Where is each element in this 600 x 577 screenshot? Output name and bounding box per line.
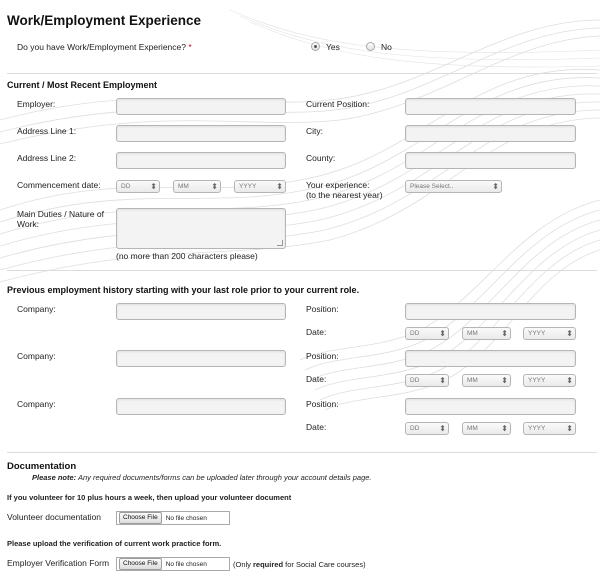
position-1-input[interactable] — [405, 303, 576, 320]
date-2-year-select[interactable]: YYYY ⬍ — [523, 374, 576, 387]
address-line-1-label: Address Line 1: — [17, 126, 77, 136]
commencement-month-select[interactable]: MM ⬍ — [173, 180, 221, 193]
commencement-date-label: Commencement date: — [17, 180, 101, 190]
main-duties-textarea[interactable] — [116, 208, 286, 249]
address-line-2-input[interactable] — [116, 152, 286, 169]
documentation-note: Please note: Any required documents/forms can be uploaded later through your account details page. — [32, 473, 372, 482]
verification-file-status: No file chosen — [165, 560, 207, 568]
company-2-input[interactable] — [116, 350, 286, 367]
current-employment-heading: Current / Most Recent Employment — [7, 80, 158, 90]
city-input[interactable] — [405, 125, 576, 142]
experience-years-select[interactable]: Please Select.. ⬍ — [405, 180, 502, 193]
date-3-day-select[interactable]: DD ⬍ — [405, 422, 449, 435]
county-label: County: — [306, 153, 336, 163]
county-input[interactable] — [405, 152, 576, 169]
employer-input[interactable] — [116, 98, 286, 115]
date-1-label: Date: — [306, 327, 327, 337]
previous-employment-heading: Previous employment history starting with your last role prior to your current role. — [7, 285, 360, 295]
required-mark: * — [188, 42, 192, 52]
commencement-year-select[interactable]: YYYY ⬍ — [234, 180, 286, 193]
duties-char-hint: (no more than 200 characters please) — [116, 251, 258, 261]
divider — [7, 73, 597, 74]
date-2-label: Date: — [306, 374, 327, 384]
position-3-label: Position: — [306, 399, 339, 409]
date-3-label: Date: — [306, 422, 327, 432]
position-2-label: Position: — [306, 351, 339, 361]
volunteer-instruction: If you volunteer for 10 plus hours a week, then upload your volunteer document — [7, 493, 292, 502]
verification-choose-file-button[interactable]: Choose File — [119, 558, 162, 570]
date-1-month-select[interactable]: MM ⬍ — [462, 327, 511, 340]
your-experience-sublabel: (to the nearest year) — [306, 190, 383, 200]
verification-instruction: Please upload the verification of current work practice form. — [7, 539, 222, 548]
position-3-input[interactable] — [405, 398, 576, 415]
company-1-input[interactable] — [116, 303, 286, 320]
address-line-2-label: Address Line 2: — [17, 153, 77, 163]
experience-question-label: Do you have Work/Employment Experience? * — [17, 42, 192, 52]
volunteer-file-input[interactable] — [116, 511, 230, 525]
date-1-year-select[interactable]: YYYY ⬍ — [523, 327, 576, 340]
social-care-note: (Only required for Social Care courses) — [233, 560, 366, 569]
volunteer-documentation-label: Volunteer documentation — [7, 512, 102, 522]
divider — [7, 452, 597, 453]
city-label: City: — [306, 126, 323, 136]
company-1-label: Company: — [17, 304, 56, 314]
main-duties-label: Main Duties / Nature of — [17, 209, 104, 219]
company-3-input[interactable] — [116, 398, 286, 415]
company-2-label: Company: — [17, 351, 56, 361]
company-3-label: Company: — [17, 399, 56, 409]
divider — [7, 270, 597, 271]
commencement-day-select[interactable]: DD ⬍ — [116, 180, 160, 193]
volunteer-file-status: No file chosen — [165, 514, 207, 522]
experience-no-label: No — [381, 42, 392, 52]
volunteer-choose-file-button[interactable]: Choose File — [119, 512, 162, 524]
position-2-input[interactable] — [405, 350, 576, 367]
main-duties-label-line2: Work: — [17, 219, 40, 229]
current-position-label: Current Position: — [306, 99, 370, 109]
employer-verification-label: Employer Verification Form — [7, 558, 110, 568]
position-1-label: Position: — [306, 304, 339, 314]
experience-yes-label: Yes — [326, 42, 340, 52]
address-line-1-input[interactable] — [116, 125, 286, 142]
date-3-month-select[interactable]: MM ⬍ — [462, 422, 511, 435]
date-2-month-select[interactable]: MM ⬍ — [462, 374, 511, 387]
your-experience-label: Your experience: — [306, 180, 370, 190]
documentation-heading: Documentation — [7, 461, 77, 472]
employer-label: Employer: — [17, 99, 56, 109]
page-title: Work/Employment Experience — [7, 13, 202, 28]
date-2-day-select[interactable]: DD ⬍ — [405, 374, 449, 387]
experience-no-radio[interactable] — [366, 42, 375, 51]
date-3-year-select[interactable]: YYYY ⬍ — [523, 422, 576, 435]
experience-yes-radio[interactable] — [311, 42, 320, 51]
verification-file-input[interactable] — [116, 557, 230, 571]
current-position-input[interactable] — [405, 98, 576, 115]
date-1-day-select[interactable]: DD ⬍ — [405, 327, 449, 340]
